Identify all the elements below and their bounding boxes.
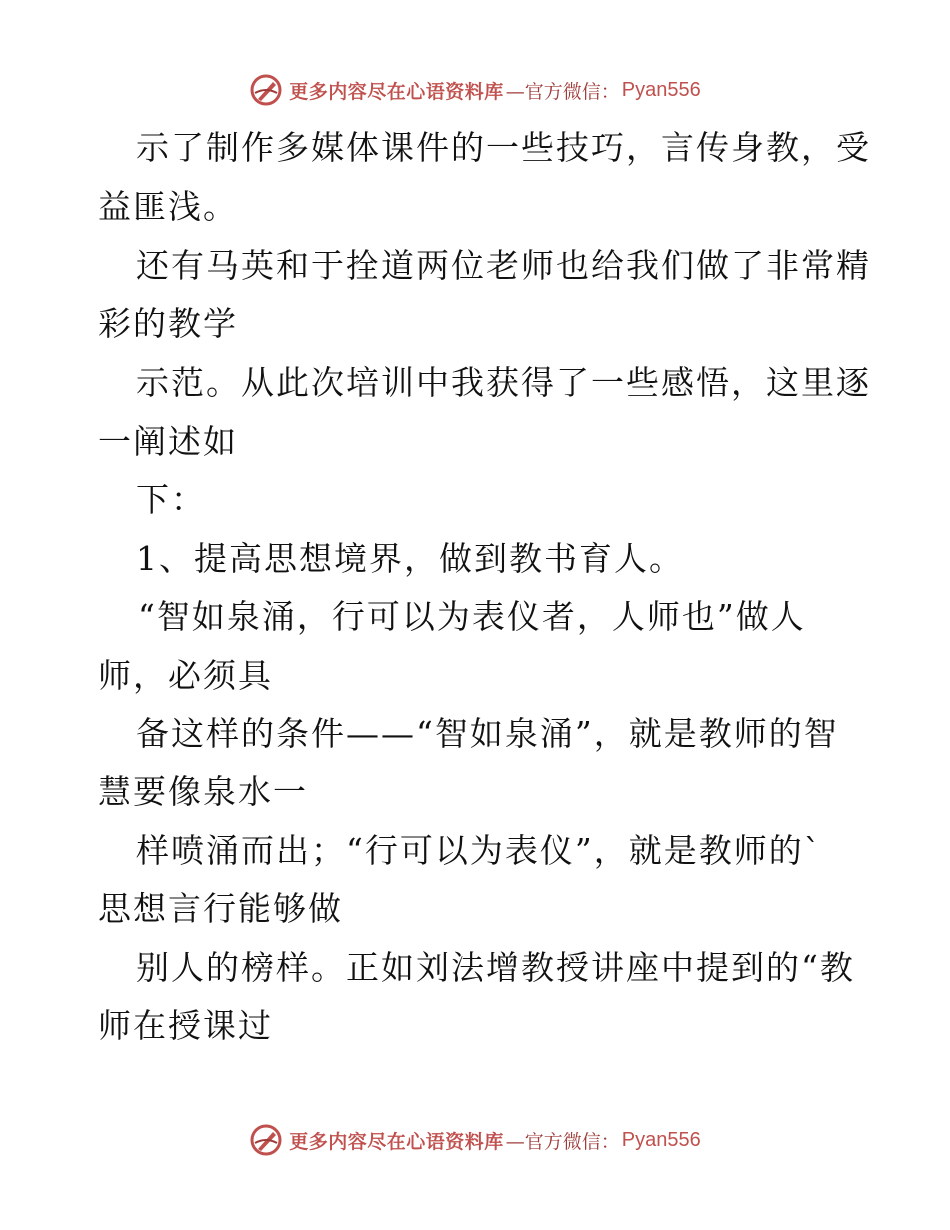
- body-line: 益匪浅。: [98, 187, 238, 226]
- body-line: 别人的榜样。正如刘法增教授讲座中提到的“教: [136, 948, 855, 987]
- body-line: 思想言行能够做: [98, 889, 343, 928]
- body-line: 示了制作多媒体课件的一些技巧，言传身教，受: [136, 128, 871, 167]
- header-watermark-title: 更多内容尽在心语资料库: [289, 80, 504, 103]
- body-line: 慧要像泉水一: [98, 772, 308, 811]
- footer-watermark-id: Pyan556: [621, 1128, 701, 1151]
- body-line: “智如泉涌，行可以为表仪者，人师也”做人: [138, 597, 806, 636]
- footer-watermark-title: 更多内容尽在心语资料库: [289, 1130, 504, 1153]
- body-line: 师在授课过: [98, 1006, 273, 1045]
- body-line: 师，必须具: [98, 656, 273, 695]
- body-line: 一阐述如: [98, 422, 238, 461]
- quill-logo-icon: [249, 1123, 283, 1157]
- body-line: 下：: [136, 480, 206, 519]
- body-line: 示范。从此次培训中我获得了一些感悟，这里逐: [136, 363, 871, 402]
- footer-watermark-label: —官方微信：: [505, 1130, 620, 1153]
- body-line: 1、提高思想境界，做到教书育人。: [136, 539, 684, 578]
- footer-watermark: [0, 1120, 950, 1160]
- body-line: 样喷涌而出；“行可以为表仪”，就是教师的`: [136, 831, 823, 870]
- body-line: 彩的教学: [98, 304, 238, 343]
- header-watermark-id: Pyan556: [621, 78, 701, 101]
- header-watermark-label: —官方微信：: [505, 80, 620, 103]
- body-line: 还有马英和于拴道两位老师也给我们做了非常精: [136, 246, 871, 285]
- body-line: 备这样的条件——“智如泉涌”，就是教师的智: [136, 714, 839, 753]
